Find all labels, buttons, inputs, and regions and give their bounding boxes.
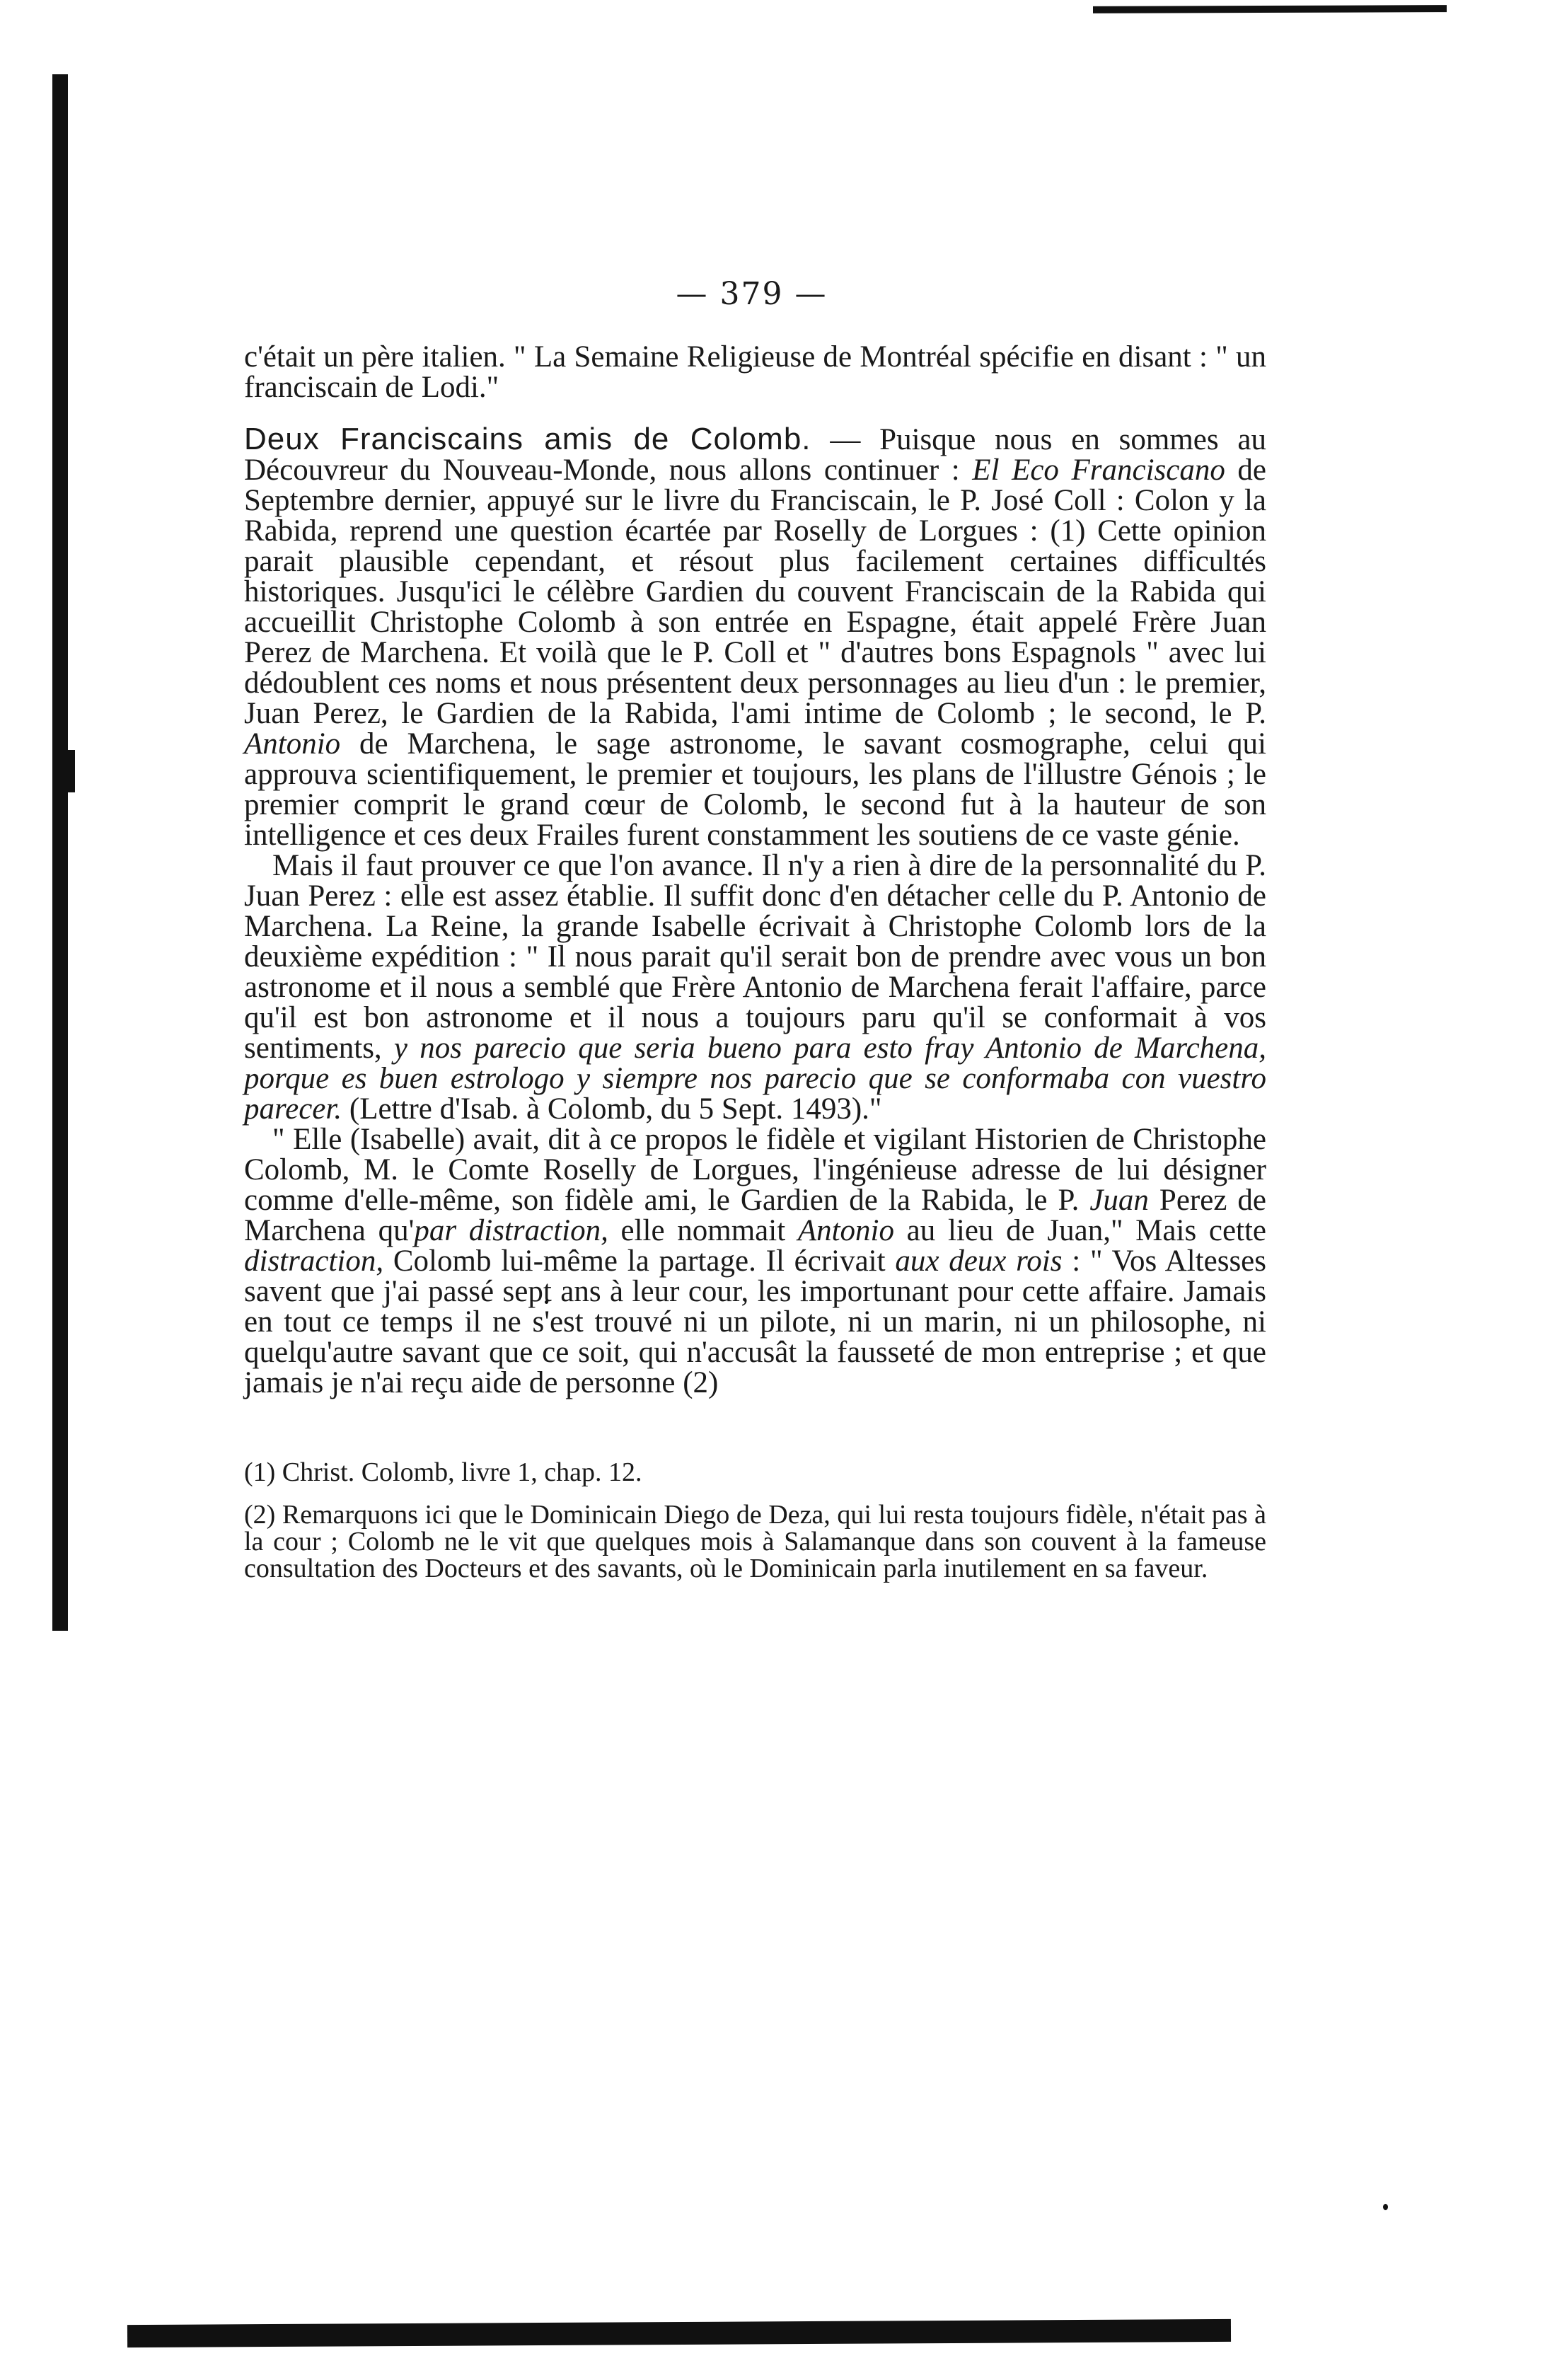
text-run: Antonio	[244, 727, 341, 761]
section-heading: Deux Franciscains amis de Colomb.	[244, 422, 811, 456]
scan-border-left-mark	[61, 750, 75, 792]
text-run: de Marchena, le sage astronome, le savant cosmographe, celui qui approuva scientifiquement, le premier et toujours, les plans de l'illustre Génois ; le premier comprit le grand cœur de Colomb, le second fut à la hauteur de son intelligence et ces deux Frailes furent constamment les soutiens de ce vaste génie.	[244, 727, 1266, 852]
footnote-separator	[244, 1398, 1266, 1459]
scan-border-bottom	[127, 2319, 1231, 2347]
book-page	[244, 276, 1266, 1598]
scan-border-left	[52, 74, 68, 1631]
text-run: El Eco Franciscano	[972, 454, 1225, 487]
text-run: elle nommait	[608, 1214, 798, 1247]
scan-speck	[1383, 2204, 1388, 2210]
text-run: (Lettre d'Isab. à Colomb, du 5 Sept. 1493)."	[342, 1092, 882, 1126]
text-run: Juan	[1089, 1184, 1149, 1217]
paragraph	[244, 1124, 1266, 1398]
text-run: Colomb lui-même la partage. Il écrivait	[383, 1244, 896, 1278]
text-run: au lieu de Juan," Mais cette	[894, 1214, 1267, 1247]
paragraph	[244, 424, 1266, 850]
footnote: (2) Remarquons ici que le Dominicain Diego de Deza, qui lui resta toujours fidèle, n'était pas à la cour ; Colomb ne le vit que quelques mois à Salamanque dans son couvent à la fameuse consultation des Docteurs et des savants, où le Dominicain parla inutilement en sa faveur.	[244, 1500, 1266, 1583]
text-run: distraction,	[244, 1244, 384, 1278]
text-run: Perez de Marchena qu'	[244, 1184, 1266, 1247]
text-run: de Septembre dernier, appuyé sur le livre du Franciscain, le P. José Coll : Colon y la Rabida, reprend une question écartée par Roselly de Lorgues : (1) Cette opinion parait plausible cependant, et résout plus facilement certaines difficultés historiques. Jusqu'ici le célèbre Gardien du couvent Franciscain de la Rabida qui accueillit Christophe Colomb à son entrée en Espagne, était appelé Frère Juan Perez de Marchena. Et voilà que le P. Coll et " d'autres bons Espagnols " avec lui dédoublent ces noms et nous présentent deux personnages au lieu d'un : le premier, Juan Perez, le Gardien de la Rabida, l'ami intime de Colomb ; le second, le P.	[244, 454, 1266, 730]
page-number: — 379 —	[676, 276, 828, 312]
scan-border-top	[1093, 5, 1447, 13]
text-run: Antonio	[797, 1214, 894, 1247]
text-run: aux deux rois	[895, 1244, 1063, 1278]
footnote: (1) Christ. Colomb, livre 1, chap. 12.	[244, 1457, 642, 1487]
text-run: c'était un père italien. " La Semaine Religieuse de Montréal spécifie en disant : " un franciscain de Lodi."	[244, 340, 1266, 404]
paragraph	[244, 850, 1266, 1124]
paragraph	[244, 342, 1266, 403]
footnotes	[244, 1459, 1266, 1582]
text-run: : " Vos Altesses savent que j'ai passé sept ans à leur cour, les importunant pour cette affaire. Jamais en tout ce temps il ne s'est trouvé ni un pilote, ni un marin, ni un philosophe, ni quelqu'autre savant que ce soit, qui n'accusât la fausseté de mon entreprise ; et que jamais je n'ai reçu aide de personne (2)	[244, 1244, 1266, 1399]
text-run: — Puisque nous en sommes au Découvreur du Nouveau-Monde, nous allons continuer :	[244, 423, 1266, 487]
body-text	[244, 342, 1266, 1398]
text-run: y nos parecio que seria bueno para esto fray Antonio de Marchena, porque es buen estrologo y siempre nos parecio que se conformaba con vuestro parecer.	[244, 1032, 1266, 1126]
text-run: " Elle (Isabelle) avait, dit à ce propos le fidèle et vigilant Historien de Christophe Colomb, M. le Comte Roselly de Lorgues, l'ingénieuse adresse de lui désigner comme d'elle-même, son fidèle ami, le Gardien de la Rabida, le P.	[244, 1123, 1266, 1217]
text-run: Mais il faut prouver ce que l'on avance. Il n'y a rien à dire de la personnalité du P. Juan Perez : elle est assez établie. Il suffit donc d'en détacher celle du P. Antonio de Marchena. La Reine, la grande Isabelle écrivait à Christophe Colomb lors de la deuxième expédition : " Il nous parait qu'il serait bon de prendre avec vous un bon astronome et il nous a semblé que Frère Antonio de Marchena ferait l'affaire, parce qu'il est bon astronome et il nous a toujours paru qu'il se conformait à vos sentiments,	[244, 849, 1266, 1065]
text-run: par distraction,	[414, 1214, 608, 1247]
